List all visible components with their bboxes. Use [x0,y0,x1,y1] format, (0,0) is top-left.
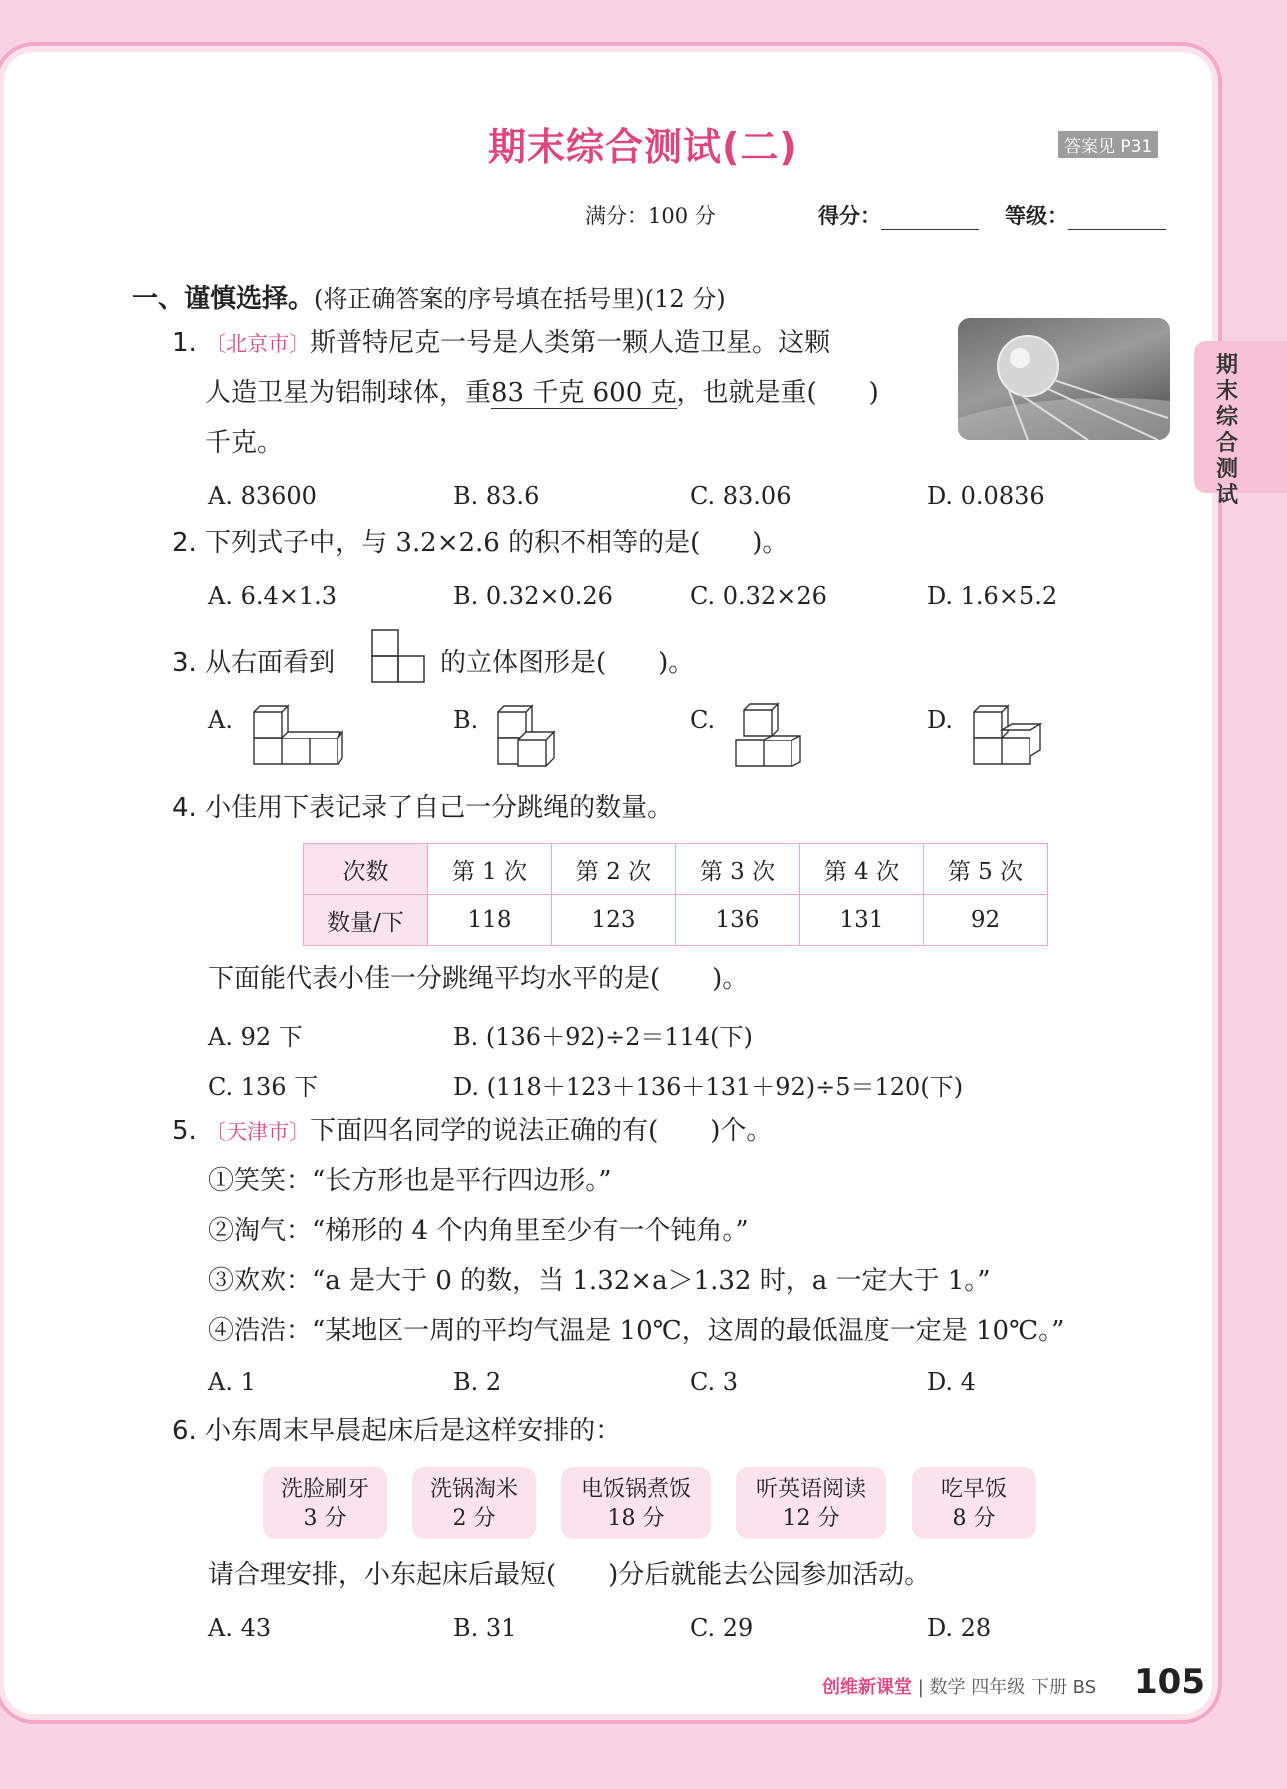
jump-rope-table [303,843,1048,946]
q2-text: 下列式子中，与 3.2×2.6 的积不相等的是( )。 [205,528,789,558]
q2-option-c[interactable]: C. 0.32×26 [690,582,827,610]
grade-label: 等级： [1005,204,1068,228]
task-time: 3 分 [303,1506,347,1531]
q2-option-d[interactable]: D. 1.6×5.2 [927,582,1058,610]
q1-text-line2: 人造卫星为铝制球体，重 [205,378,492,408]
q3-text-b: 的立体图形是( )。 [440,648,695,678]
satellite-icon [958,318,1170,440]
q3-number: 3. [172,648,197,678]
q1-line1 [172,330,830,356]
table-cell: 131 [800,895,924,946]
q4-option-a[interactable]: A. 92 下 [208,1023,303,1051]
q4-text: 小佳用下表记录了自己一分跳绳的数量。 [205,793,674,823]
q6-text: 小东周末早晨起床后是这样安排的： [205,1416,622,1446]
q4-number: 4. [172,793,197,823]
q3-option-c[interactable]: C. [690,706,716,734]
task-name: 洗锅淘米 [429,1477,518,1502]
table-cell: 第 2 次 [552,844,676,895]
q3-option-a[interactable]: A. [208,706,233,734]
q3-option-a-cubes-icon [252,700,344,766]
q4-option-d[interactable]: D. (118＋123＋136＋131＋92)÷5＝120(下) [453,1073,964,1101]
q1-text-line3: 千克。 [205,428,284,458]
task-name: 洗脸刷牙 [280,1477,369,1502]
side-tab-label: 期末综合测试 [1215,353,1238,508]
q1-underlined-weight: 83 千克 600 克 [491,378,677,408]
q3-option-b-cubes-icon [496,700,562,770]
task-card [412,1467,536,1539]
table-header-row [304,844,1048,895]
q6-line [172,1418,621,1444]
q3-option-d-cubes-icon [972,700,1046,766]
answer-reference-badge: 答案见 P31 [1058,131,1158,158]
q2-option-b[interactable]: B. 0.32×0.26 [453,582,613,610]
full-score-label: 满分：100 分 [585,204,716,228]
task-name: 电饭锅煮饭 [580,1477,691,1502]
section-title: 一、谨慎选择。 [132,284,315,314]
table-cell: 第 5 次 [924,844,1048,895]
q6-option-a[interactable]: A. 43 [208,1614,272,1642]
q4-question: 下面能代表小佳一分跳绳平均水平的是( )。 [208,964,749,994]
footer-info: | 数学 四年级 下册 BS [917,1677,1097,1698]
q6-option-d[interactable]: D. 28 [927,1614,992,1642]
task-time: 18 分 [607,1506,665,1531]
q1-option-a[interactable]: A. 83600 [208,482,317,510]
table-row [304,895,1048,946]
footer [822,1673,1096,1699]
task-time: 2 分 [452,1506,496,1531]
table-cell: 次数 [304,844,428,895]
q5-line [172,1118,772,1144]
grade-field [1005,200,1166,230]
q1-option-d[interactable]: D. 0.0836 [927,482,1045,510]
q6-option-b[interactable]: B. 31 [453,1614,517,1642]
task-time: 8 分 [952,1506,996,1531]
page-title: 期末综合测试(二) [488,125,798,169]
q5-option-d[interactable]: D. 4 [927,1368,976,1396]
q3-line [172,650,335,676]
q5-statement-1: ①笑笑：“长方形也是平行四边形。” [208,1166,612,1196]
task-time: 12 分 [782,1506,840,1531]
q4-line [172,795,673,821]
section-heading [132,278,726,315]
q5-city-tag: 〔天津市〕 [205,1120,311,1144]
table-cell: 92 [924,895,1048,946]
q1-number: 1. [172,328,197,358]
page-number: 105 [1134,1662,1205,1702]
table-cell: 第 1 次 [428,844,552,895]
satellite-image [958,318,1170,440]
q3-option-c-cubes-icon [734,700,808,768]
score-blank[interactable] [881,209,979,230]
table-cell: 118 [428,895,552,946]
q3-text-a: 从右面看到 [205,648,336,678]
q1-city-tag: 〔北京市〕 [205,332,311,356]
q5-option-a[interactable]: A. 1 [208,1368,256,1396]
q6-option-c[interactable]: C. 29 [690,1614,754,1642]
q1-line2 [205,380,879,406]
q2-line [172,530,788,556]
q1-option-b[interactable]: B. 83.6 [453,482,540,510]
table-cell: 123 [552,895,676,946]
q1-answer-blank: ，也就是重( ) [676,378,879,408]
right-view-icon [370,628,428,684]
grade-blank[interactable] [1068,209,1166,230]
q5-text: 下面四名同学的说法正确的有( )个。 [310,1116,773,1146]
table-cell: 136 [676,895,800,946]
q5-statement-2: ②淘气：“梯形的 4 个内角里至少有一个钝角。” [208,1216,749,1246]
task-card [912,1467,1036,1539]
footer-brand: 创维新课堂 [822,1677,912,1698]
q6-question: 请合理安排，小东起床后最短( )分后就能去公园参加活动。 [208,1560,931,1590]
table-cell: 数量/下 [304,895,428,946]
score-label: 得分： [818,204,881,228]
task-card [561,1467,711,1539]
task-name: 听英语阅读 [755,1477,866,1502]
table-cell: 第 4 次 [800,844,924,895]
score-field [818,200,979,230]
q2-number: 2. [172,528,197,558]
q6-number: 6. [172,1416,197,1446]
table-cell: 第 3 次 [676,844,800,895]
q4-option-c[interactable]: C. 136 下 [208,1073,319,1101]
q5-option-c[interactable]: C. 3 [690,1368,739,1396]
q3-option-b[interactable]: B. [453,706,479,734]
side-tab [1194,341,1287,508]
q3-option-d: D. [927,706,954,734]
q4-option-b[interactable]: B. (136＋92)÷2＝114(下) [453,1023,753,1051]
q5-number: 5. [172,1116,197,1146]
task-name: 吃早饭 [940,1477,1007,1502]
q1-text-line1: 斯普特尼克一号是人类第一颗人造卫星。这颗 [310,328,831,358]
q2-option-a[interactable]: A. 6.4×1.3 [208,582,338,610]
task-card [736,1467,886,1539]
q5-option-b[interactable]: B. 2 [453,1368,502,1396]
q1-option-c[interactable]: C. 83.06 [690,482,792,510]
task-card [263,1467,387,1539]
q5-statement-4: ④浩浩：“某地区一周的平均气温是 10℃，这周的最低温度一定是 10℃。” [208,1316,1065,1346]
q5-statement-3: ③欢欢：“a 是大于 0 的数，当 1.32×a＞1.32 时，a 一定大于 1。” [208,1266,991,1296]
section-instruction: (将正确答案的序号填在括号里)(12 分) [314,285,726,313]
